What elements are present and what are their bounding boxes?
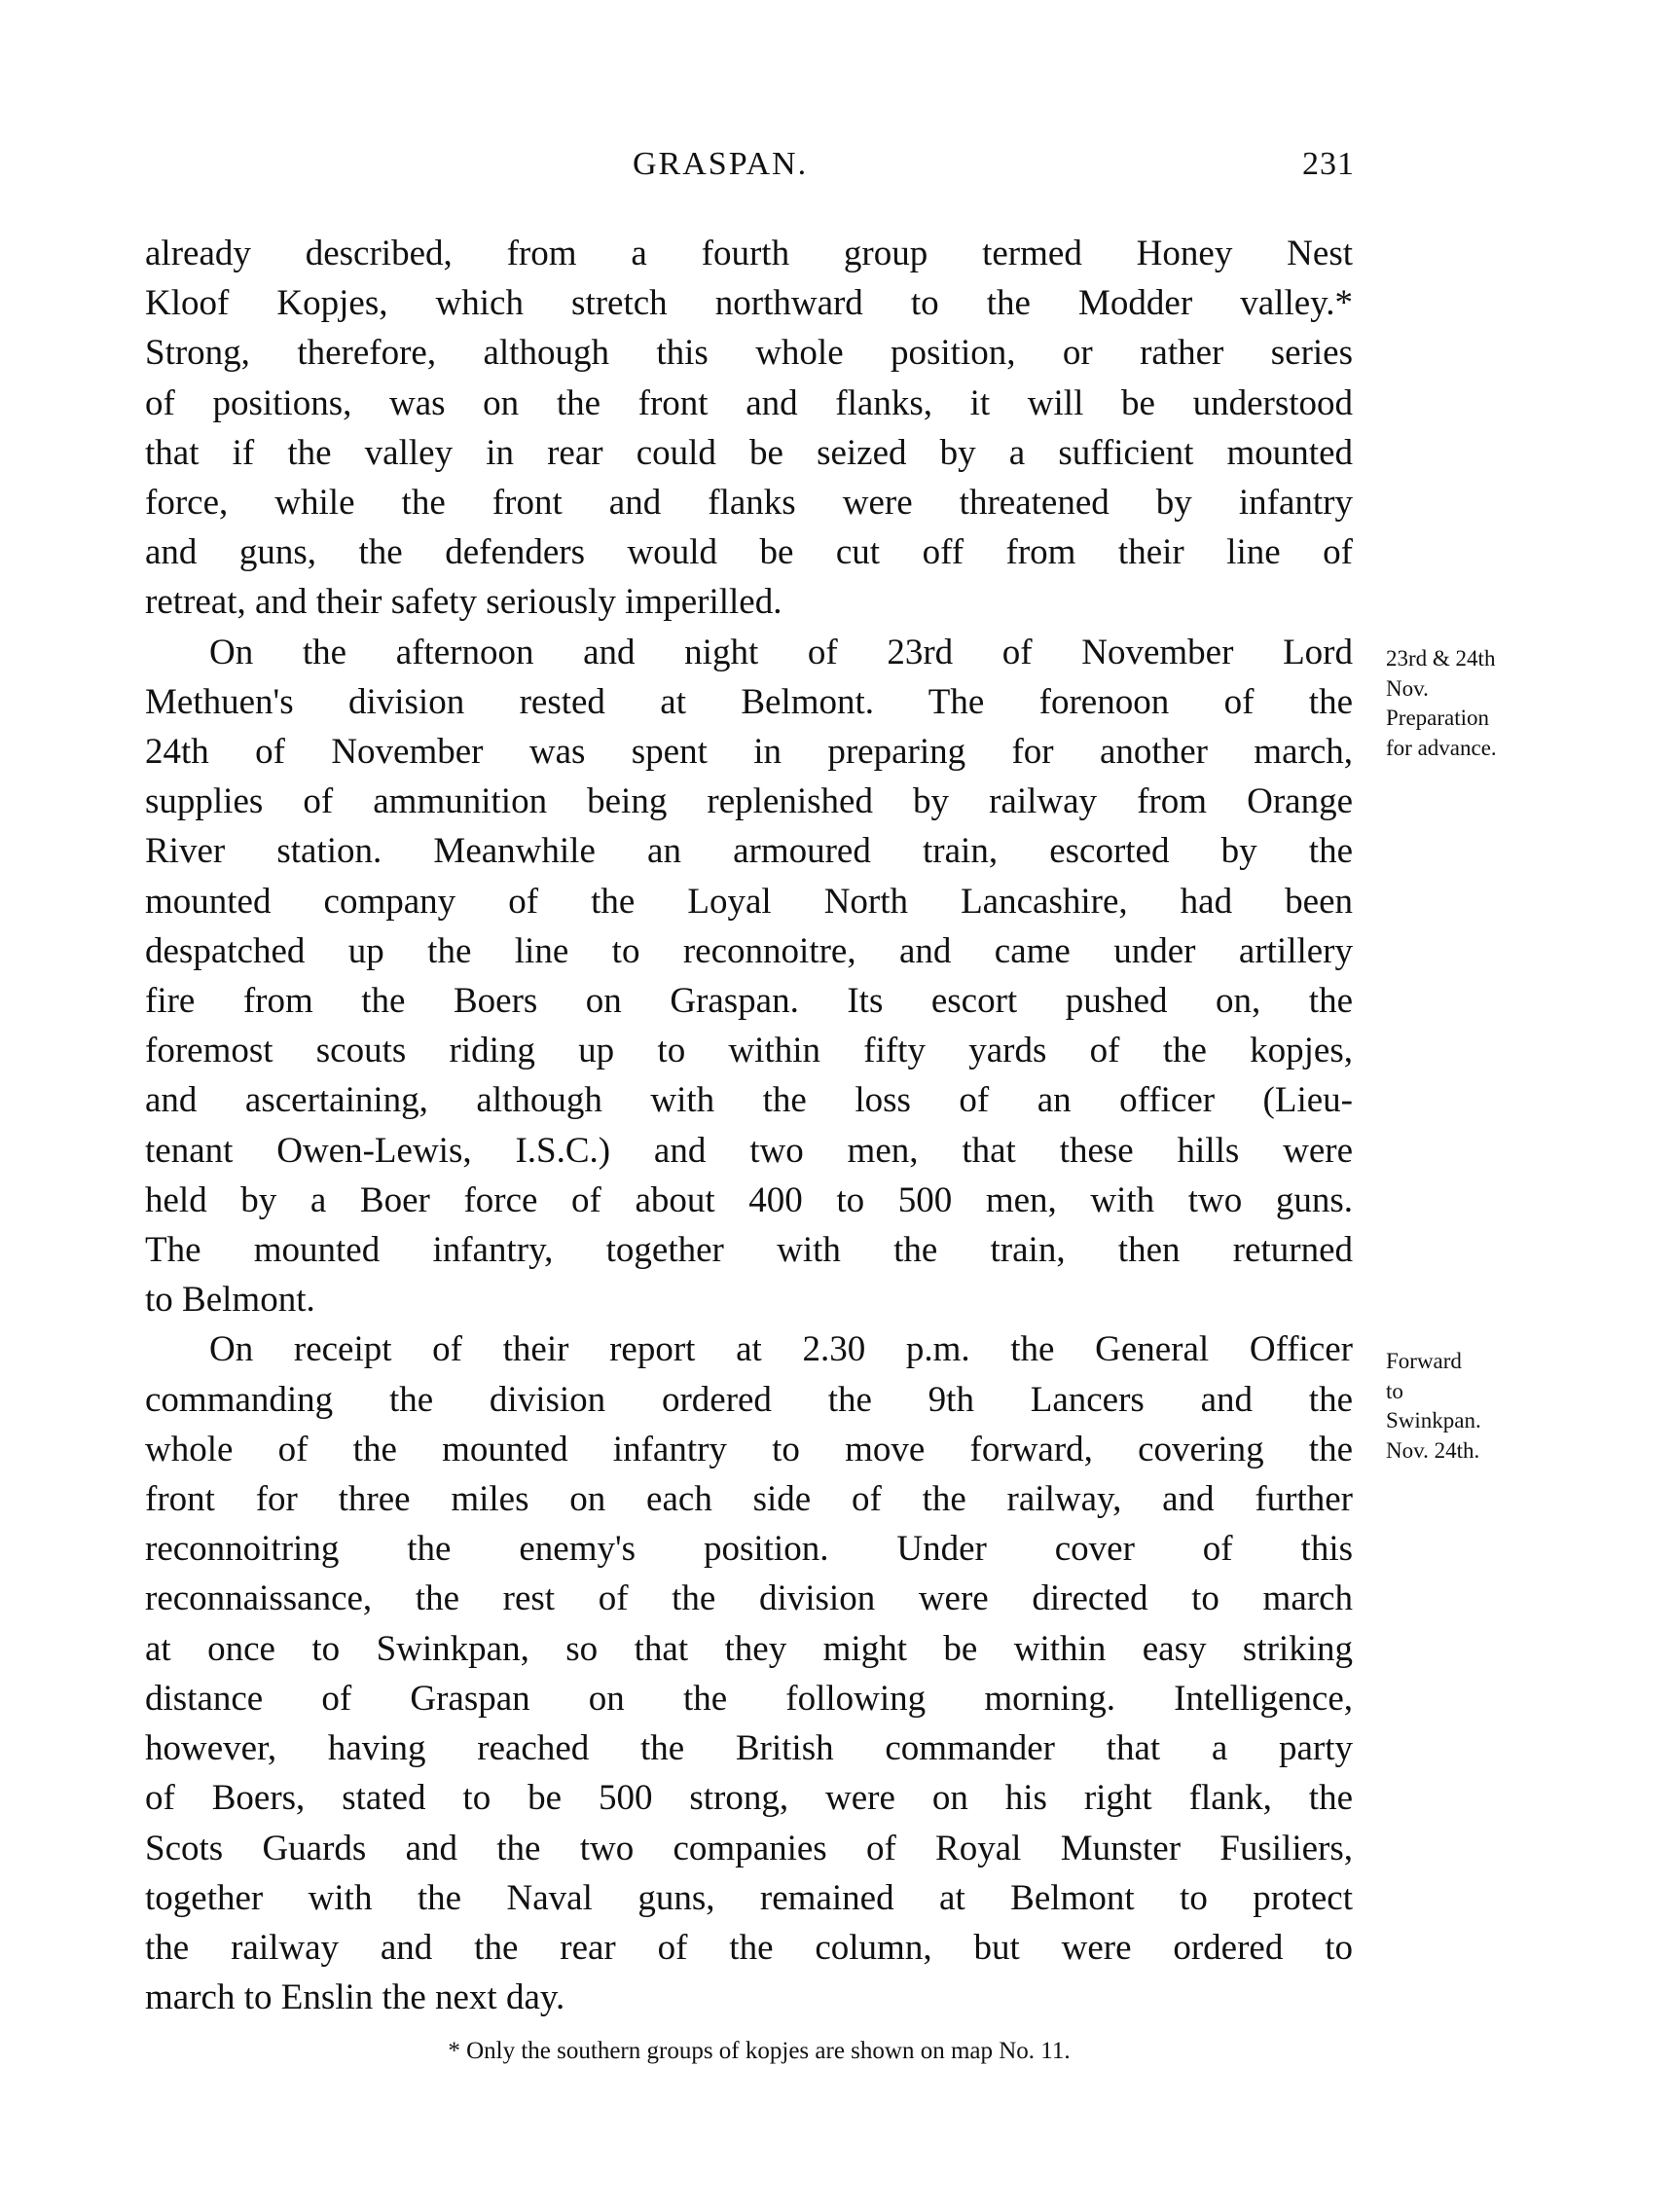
footnote: * Only the southern groups of kopjes are shown on map No. 11. — [448, 2038, 1071, 2064]
text-line: together with the Naval guns, remained at Belmont to protect — [145, 1877, 1353, 1918]
text-line: Kloof Kopjes, which stretch northward to the Modder valley.* — [145, 283, 1353, 324]
text-line: of positions, was on the front and flanks, it will be understood — [145, 382, 1353, 423]
body-text — [145, 229, 1353, 2022]
text-line: and ascertaining, although with the loss of an officer (Lieu- — [145, 1080, 1353, 1121]
text-line: The mounted infantry, together with the train, then returned — [145, 1230, 1353, 1271]
margin-note-line: for advance. — [1386, 735, 1497, 760]
margin-note-line: Swinkpan. — [1386, 1408, 1481, 1432]
text-line: commanding the division ordered the 9th Lancers and the — [145, 1379, 1353, 1420]
text-line: On the afternoon and night of 23rd of November Lord — [209, 632, 1353, 672]
text-line: reconnoitring the enemy's position. Under cover of this — [145, 1529, 1353, 1570]
text-line: march to Enslin the next day. — [145, 1977, 565, 2018]
text-line: reconnaissance, the rest of the division were directed to march — [145, 1578, 1353, 1619]
text-line: 24th of November was spent in preparing for another march, — [145, 732, 1353, 773]
text-line: Methuen's division rested at Belmont. The forenoon of the — [145, 681, 1353, 722]
text-line: retreat, and their safety seriously imperilled. — [145, 582, 782, 623]
margin-note-line: 23rd & 24th — [1386, 646, 1496, 671]
text-line: mounted company of the Loyal North Lancashire, had been — [145, 881, 1353, 922]
text-line: foremost scouts riding up to within fifty yards of the kopjes, — [145, 1031, 1353, 1071]
text-line: front for three miles on each side of the railway, and further — [145, 1479, 1353, 1520]
text-line: fire from the Boers on Graspan. Its escort pushed on, the — [145, 981, 1353, 1022]
margin-note-line: Preparation — [1386, 706, 1490, 730]
text-line: tenant Owen-Lewis, I.S.C.) and two men, that these hills were — [145, 1130, 1353, 1171]
text-line: Strong, therefore, although this whole position, or rather series — [145, 333, 1353, 374]
running-header-title: GRASPAN. — [633, 146, 809, 182]
text-line: to Belmont. — [145, 1280, 315, 1321]
text-line: at once to Swinkpan, so that they might be within easy striking — [145, 1628, 1353, 1669]
margin-note-forward — [1386, 1347, 1481, 1466]
text-line: whole of the mounted infantry to move forward, covering the — [145, 1429, 1353, 1469]
margin-note-line: Nov. 24th. — [1386, 1437, 1480, 1463]
page-number: 231 — [1302, 146, 1355, 182]
margin-note-line: Forward — [1386, 1349, 1462, 1373]
text-line: the railway and the rear of the column, but were ordered to — [145, 1927, 1353, 1968]
text-line: that if the valley in rear could be seized by a sufficient mounted — [145, 432, 1353, 473]
text-line: of Boers, stated to be 500 strong, were on his right flank, the — [145, 1778, 1353, 1819]
margin-note-line: Nov. — [1386, 675, 1429, 701]
text-line: and guns, the defenders would be cut off from their line of — [145, 532, 1353, 573]
margin-note-preparation — [1386, 644, 1497, 763]
text-line: already described, from a fourth group termed Honey Nest — [145, 234, 1353, 273]
text-line: Scots Guards and the two companies of Royal Munster Fusiliers, — [145, 1828, 1353, 1868]
text-line: however, having reached the British commander that a party — [145, 1728, 1353, 1769]
text-line: distance of Graspan on the following morning. Intelligence, — [145, 1678, 1353, 1719]
text-line: River station. Meanwhile an armoured train, escorted by the — [145, 831, 1353, 872]
text-line: held by a Boer force of about 400 to 500 men, with two guns. — [145, 1179, 1353, 1220]
text-line: force, while the front and flanks were threatened by infantry — [145, 483, 1353, 524]
margin-note-line: to — [1386, 1378, 1403, 1403]
text-line: despatched up the line to reconnoitre, and came under artillery — [145, 930, 1353, 971]
text-line: supplies of ammunition being replenished by railway from Orange — [145, 781, 1353, 822]
text-line: On receipt of their report at 2.30 p.m. the General Officer — [209, 1329, 1353, 1370]
